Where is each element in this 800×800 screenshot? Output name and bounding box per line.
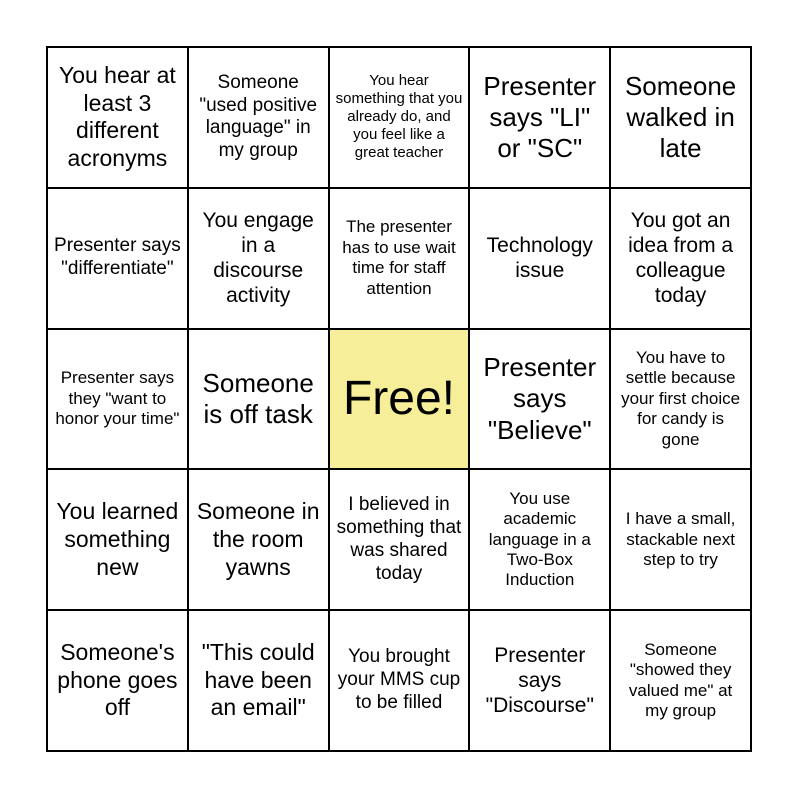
bingo-cell-r3-c4[interactable] — [469, 329, 610, 470]
bingo-cell-r1-c5[interactable] — [610, 47, 751, 188]
cell-label: Someone's phone goes off — [57, 639, 178, 721]
cell-label: You use academic language in a Two-Box Induction — [488, 488, 591, 590]
cell-label: You got an idea from a colleague today — [628, 208, 734, 308]
cell-label: You engage in a discourse activity — [202, 208, 314, 308]
cell-label: Free! — [342, 372, 455, 426]
bingo-cell-r5-c3[interactable] — [329, 610, 470, 751]
bingo-cell-r4-c3[interactable] — [329, 469, 470, 610]
cell-label: You hear at least 3 different acronyms — [58, 62, 176, 171]
cell-label: "This could have been an email" — [201, 639, 315, 721]
cell-label: Presenter says "differentiate" — [54, 235, 181, 280]
cell-label: You learned something new — [56, 498, 179, 580]
bingo-cell-r3-c1[interactable] — [47, 329, 188, 470]
bingo-cell-r4-c2[interactable] — [188, 469, 329, 610]
cell-label: Presenter says "Discourse" — [485, 643, 594, 718]
bingo-cell-r1-c3[interactable] — [329, 47, 470, 188]
bingo-cell-r4-c1[interactable] — [47, 469, 188, 610]
bingo-cell-r5-c4[interactable] — [469, 610, 610, 751]
bingo-cell-r1-c1[interactable] — [47, 47, 188, 188]
bingo-cell-r5-c2[interactable] — [188, 610, 329, 751]
bingo-cell-r2-c4[interactable] — [469, 188, 610, 329]
cell-label: Someone "used positive language" in my group — [199, 71, 318, 162]
bingo-cell-r2-c1[interactable] — [47, 188, 188, 329]
bingo-cell-r4-c4[interactable] — [469, 469, 610, 610]
cell-label: I believed in something that was shared today — [336, 494, 462, 584]
bingo-board — [46, 46, 752, 752]
bingo-cell-r3-c5[interactable] — [610, 329, 751, 470]
cell-label: Someone is off task — [202, 367, 314, 429]
cell-label: You hear something that you already do, and you feel like a great teacher — [335, 72, 463, 162]
cell-label: Presenter says "LI" or "SC" — [483, 70, 597, 163]
cell-label: You have to settle because your first choice for candy is gone — [621, 348, 741, 449]
cell-label: Technology issue — [486, 234, 593, 283]
cell-label: Presenter says "Believe" — [483, 352, 597, 445]
cell-label: I have a small, stackable next step to try — [625, 509, 736, 569]
free-space-cell[interactable] — [329, 329, 470, 470]
bingo-cell-r2-c5[interactable] — [610, 188, 751, 329]
cell-label: Presenter says they "want to honor your time" — [55, 368, 180, 429]
bingo-cell-r5-c1[interactable] — [47, 610, 188, 751]
cell-label: The presenter has to use wait time for staff attention — [342, 217, 456, 298]
cell-label: Someone "showed they valued me" at my group — [628, 639, 733, 720]
cell-label: Someone walked in late — [624, 70, 737, 163]
bingo-cell-r5-c5[interactable] — [610, 610, 751, 751]
bingo-cell-r4-c5[interactable] — [610, 469, 751, 610]
bingo-cell-r1-c4[interactable] — [469, 47, 610, 188]
bingo-cell-r1-c2[interactable] — [188, 47, 329, 188]
bingo-cell-r3-c2[interactable] — [188, 329, 329, 470]
bingo-cell-r2-c2[interactable] — [188, 188, 329, 329]
cell-label: Someone in the room yawns — [196, 498, 320, 580]
bingo-cell-r2-c3[interactable] — [329, 188, 470, 329]
cell-label: You brought your MMS cup to be filled — [337, 646, 461, 713]
